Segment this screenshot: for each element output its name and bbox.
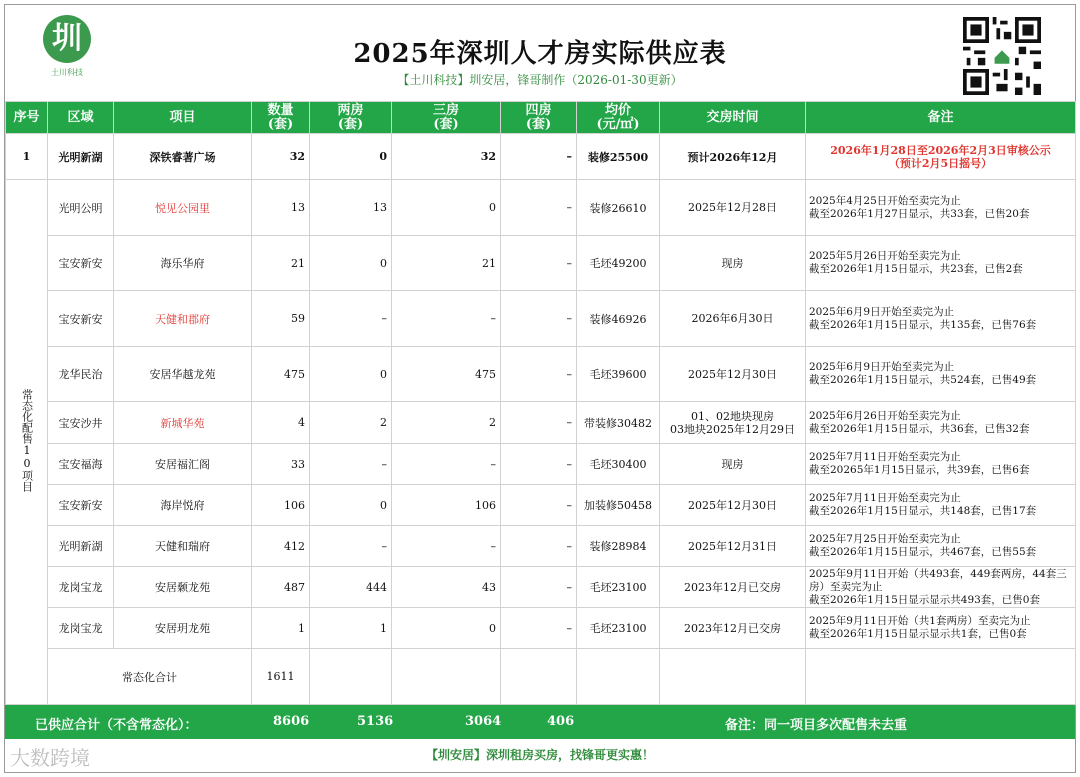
cell-two: 1 (310, 608, 392, 649)
col-qty-l2: (套) (267, 116, 294, 132)
subtotal-label: 常态化合计 (48, 649, 252, 705)
remark-line-1: 2025年4月25日开始至卖完为止 (809, 194, 961, 207)
delivery-line-2: 03地块2025年12月29日 (670, 422, 795, 436)
summary-bar (5, 705, 1075, 739)
cell-region: 宝安福海 (48, 444, 114, 485)
category-label: 常态化配售10项目 (20, 389, 34, 492)
cell-delivery (660, 485, 806, 526)
cell-price: 装修46926 (577, 291, 660, 347)
cell-region: 龙华民治 (48, 347, 114, 402)
cell-qty: 59 (252, 291, 310, 347)
col-remark: 备注 (806, 102, 1076, 134)
table-row (6, 567, 1076, 608)
cell-three: – (392, 291, 501, 347)
subtotal-empty-cell (310, 649, 392, 705)
cell-remark (806, 485, 1076, 526)
cell-two: 2 (310, 402, 392, 444)
cell-three: 2 (392, 402, 501, 444)
cell-remark (806, 291, 1076, 347)
table-row (6, 402, 1076, 444)
remark-line-1: 2025年7月11日开始至卖完为止 (809, 492, 961, 504)
remark-line-2: 截至2026年1月15日显示，共36套，已售32套 (809, 422, 1030, 435)
cell-delivery (660, 608, 806, 649)
cell-remark (806, 567, 1076, 608)
cell-two: 444 (310, 567, 392, 608)
subtotal-empty-cell (806, 649, 1076, 705)
remark-line-2: 截至2026年1月27日显示，共33套，已售20套 (809, 207, 1030, 220)
subtotal-row (6, 649, 1076, 705)
cell-qty: 13 (252, 180, 310, 236)
delivery-line-1: 2023年12月已交房 (684, 580, 781, 594)
table-row (6, 236, 1076, 291)
remark-line-3: 截至2026年1月15日显示显示共493套，已售0套 (809, 593, 1040, 606)
cell-remark (806, 444, 1076, 485)
table-row (6, 347, 1076, 402)
supply-table (5, 101, 1076, 705)
cell-price: 装修25500 (577, 134, 660, 180)
cell-remark (806, 236, 1076, 291)
col-two-l1: 两房 (337, 102, 364, 118)
cell-qty: 106 (252, 485, 310, 526)
cell-price: 带装修30482 (577, 402, 660, 444)
cell-project: 新城华苑 (114, 402, 252, 444)
remark-line-1: 2025年6月9日开始至卖完为止 (809, 305, 955, 318)
cell-qty: 21 (252, 236, 310, 291)
col-seq: 序号 (6, 102, 48, 134)
cell-four: – (501, 444, 577, 485)
cell-three: 475 (392, 347, 501, 402)
remark-line-2: 截至2026年1月15日显示，共135套，已售76套 (809, 318, 1037, 331)
cell-qty: 487 (252, 567, 310, 608)
cell-three: 32 (392, 134, 501, 180)
cell-three: 0 (392, 180, 501, 236)
logo-text: 土川科技 (51, 68, 83, 77)
col-three-l1: 三房 (432, 102, 459, 118)
remark-line-2: 房）至卖完为止 (809, 580, 883, 593)
col-two (310, 102, 392, 134)
cell-project: 安居福汇阁 (114, 444, 252, 485)
table-row (6, 291, 1076, 347)
cell-delivery (660, 526, 806, 567)
subtotal-empty-cell (577, 649, 660, 705)
cell-two: 0 (310, 236, 392, 291)
table-row (6, 180, 1076, 236)
table-row (6, 526, 1076, 567)
cell-remark (806, 526, 1076, 567)
col-four-l2: (套) (525, 116, 552, 132)
cell-three: – (392, 444, 501, 485)
table-row (6, 608, 1076, 649)
delivery-line-1: 2025年12月30日 (688, 367, 777, 381)
cell-project: 安居华越龙苑 (114, 347, 252, 402)
remark-line-2: 截至2026年1月15日显示，共148套，已售17套 (809, 505, 1037, 517)
cell-four: – (501, 526, 577, 567)
delivery-line-1: 现房 (721, 457, 744, 471)
cell-region: 宝安新安 (48, 291, 114, 347)
cell-region: 宝安新安 (48, 236, 114, 291)
cell-four: – (501, 291, 577, 347)
cell-two: 0 (310, 347, 392, 402)
remark-line-2: 截至20265年1月15日显示，共39套，已售6套 (809, 464, 1030, 476)
cell-qty: 33 (252, 444, 310, 485)
cell-remark (806, 347, 1076, 402)
cell-region: 宝安沙井 (48, 402, 114, 444)
cell-four: – (501, 402, 577, 444)
cell-project: 深铁睿著广场 (114, 134, 252, 180)
delivery-line-1: 2023年12月已交房 (684, 621, 781, 635)
delivery-line-1: 现房 (721, 256, 744, 270)
subtotal-empty-cell (392, 649, 501, 705)
remark-line-2: 截至2026年1月15日显示，共23套，已售2套 (809, 263, 1023, 275)
cell-qty: 412 (252, 526, 310, 567)
delivery-line-1: 2025年12月31日 (688, 539, 777, 553)
remark-line-2: 截至2026年1月15日显示，共524套，已售49套 (809, 374, 1037, 386)
cell-delivery (660, 180, 806, 236)
cell-region: 光明新湖 (48, 134, 114, 180)
cell-four: – (501, 180, 577, 236)
table-row-featured (6, 134, 1076, 180)
col-two-l2: (套) (337, 116, 364, 132)
cell-delivery (660, 567, 806, 608)
remark-line-1: 2025年6月9日开始至卖完为止 (809, 361, 955, 373)
cell-project: 安居玥龙苑 (114, 608, 252, 649)
cell-qty: 32 (252, 134, 310, 180)
watermark-text: 大数跨境 (10, 746, 90, 770)
cell-four: – (501, 347, 577, 402)
table-header-row (6, 102, 1076, 134)
delivery-line-1: 2025年12月30日 (688, 498, 777, 512)
cell-four: – (501, 236, 577, 291)
cell-delivery (660, 444, 806, 485)
category-cell (6, 180, 48, 705)
cell-region: 光明新湖 (48, 526, 114, 567)
col-three (392, 102, 501, 134)
subtotal-qty: 1611 (252, 649, 310, 705)
cell-two: 0 (310, 134, 392, 180)
cell-price: 毛坯30400 (577, 444, 660, 485)
cell-price: 毛坯23100 (577, 567, 660, 608)
brand-logo (39, 15, 95, 85)
subtotal-empty-cell (501, 649, 577, 705)
cell-two: – (310, 444, 392, 485)
cell-two: 13 (310, 180, 392, 236)
cell-three: 43 (392, 567, 501, 608)
cell-three: 106 (392, 485, 501, 526)
page-subtitle: 【土川科技】圳安居，锋哥制作（2026-01-30更新） (397, 73, 683, 87)
remark-line-2: 截至2026年1月15日显示显示共1套，已售0套 (809, 628, 1027, 640)
remark-line-1: 2025年5月26日开始至卖完为止 (809, 250, 961, 262)
cell-region: 光明公明 (48, 180, 114, 236)
header (5, 5, 1075, 102)
col-qty (252, 102, 310, 134)
cell-project: 海岸悦府 (114, 485, 252, 526)
summary-three: 3064 (465, 714, 502, 729)
cell-price: 毛坯49200 (577, 236, 660, 291)
cell-three: 0 (392, 608, 501, 649)
cell-four: – (501, 485, 577, 526)
col-four-l1: 四房 (525, 102, 552, 118)
col-region: 区域 (48, 102, 114, 134)
cell-four: – (501, 567, 577, 608)
cell-region: 龙岗宝龙 (48, 608, 114, 649)
qr-code-icon (963, 17, 1041, 95)
logo-mark: 圳 (43, 15, 91, 63)
cell-delivery: 预计2026年12月 (660, 134, 806, 180)
cell-price: 装修28984 (577, 526, 660, 567)
col-price-l1: 均价 (604, 102, 631, 118)
col-price (577, 102, 660, 134)
table-row (6, 444, 1076, 485)
cell-qty: 475 (252, 347, 310, 402)
col-price-l2: (元/㎡) (596, 116, 640, 132)
cell-price: 加装修50458 (577, 485, 660, 526)
cell-project: 天健和瑞府 (114, 526, 252, 567)
table-row (6, 485, 1076, 526)
cell-qty: 1 (252, 608, 310, 649)
delivery-line-1: 2025年12月28日 (688, 201, 777, 214)
cell-two: 0 (310, 485, 392, 526)
col-project: 项目 (114, 102, 252, 134)
cell-two: – (310, 291, 392, 347)
col-delivery: 交房时间 (660, 102, 806, 134)
cell-delivery (660, 291, 806, 347)
page-title: 2025年深圳人才房实际供应表 (353, 39, 727, 69)
cell-qty: 4 (252, 402, 310, 444)
cell-region: 龙岗宝龙 (48, 567, 114, 608)
cell-remark (806, 608, 1076, 649)
cell-project: 天健和郡府 (114, 291, 252, 347)
remark-line-1: 2025年9月11日开始（共493套，449套两房，44套三 (809, 567, 1067, 580)
cell-price: 装修26610 (577, 180, 660, 236)
cell-project: 安居颡龙苑 (114, 567, 252, 608)
remark-line-2: 截至2026年1月15日显示，共467套，已售55套 (809, 546, 1037, 558)
cell-three: – (392, 526, 501, 567)
summary-four: 406 (547, 714, 575, 729)
subtotal-empty-cell (660, 649, 806, 705)
col-qty-l1: 数量 (267, 102, 294, 118)
remark-line-1: 2025年6月26日开始至卖完为止 (809, 409, 961, 422)
remark-line-2: （预计2月5日摇号） (888, 156, 993, 170)
cell-four: – (501, 608, 577, 649)
cell-remark (806, 180, 1076, 236)
col-three-l2: (套) (433, 116, 459, 132)
cell-two: – (310, 526, 392, 567)
remark-line-1: 2026年1月28日至2026年2月3日审核公示 (830, 143, 1051, 157)
remark-line-1: 2025年9月11日开始（共1套两房）至卖完为止 (809, 615, 1031, 627)
remark-line-1: 2025年7月11日开始至卖完为止 (809, 451, 961, 463)
cell-seq: 1 (6, 134, 48, 180)
cell-price: 毛坯23100 (577, 608, 660, 649)
delivery-line-1: 2026年6月30日 (691, 312, 774, 325)
cell-three: 21 (392, 236, 501, 291)
remark-line-1: 2025年7月25日开始至卖完为止 (809, 533, 961, 545)
cell-project: 海乐华府 (114, 236, 252, 291)
footer-slogan: 【圳安居】深圳租房买房，找锋哥更实惠！ (425, 748, 654, 762)
summary-label: 已供应合计（不含常态化）： (35, 718, 198, 733)
cell-remark (806, 134, 1076, 180)
col-four (501, 102, 577, 134)
summary-qty: 8606 (273, 714, 310, 729)
cell-delivery (660, 236, 806, 291)
cell-delivery (660, 347, 806, 402)
delivery-line-1: 01、02地块现房 (691, 409, 774, 423)
summary-remark: 备注：同一项目多次配售未去重 (725, 718, 908, 733)
summary-two: 5136 (357, 714, 394, 729)
cell-four: – (501, 134, 577, 180)
cell-project: 悦见公园里 (114, 180, 252, 236)
cell-region: 宝安新安 (48, 485, 114, 526)
cell-price: 毛坯39600 (577, 347, 660, 402)
cell-delivery (660, 402, 806, 444)
cell-remark (806, 402, 1076, 444)
